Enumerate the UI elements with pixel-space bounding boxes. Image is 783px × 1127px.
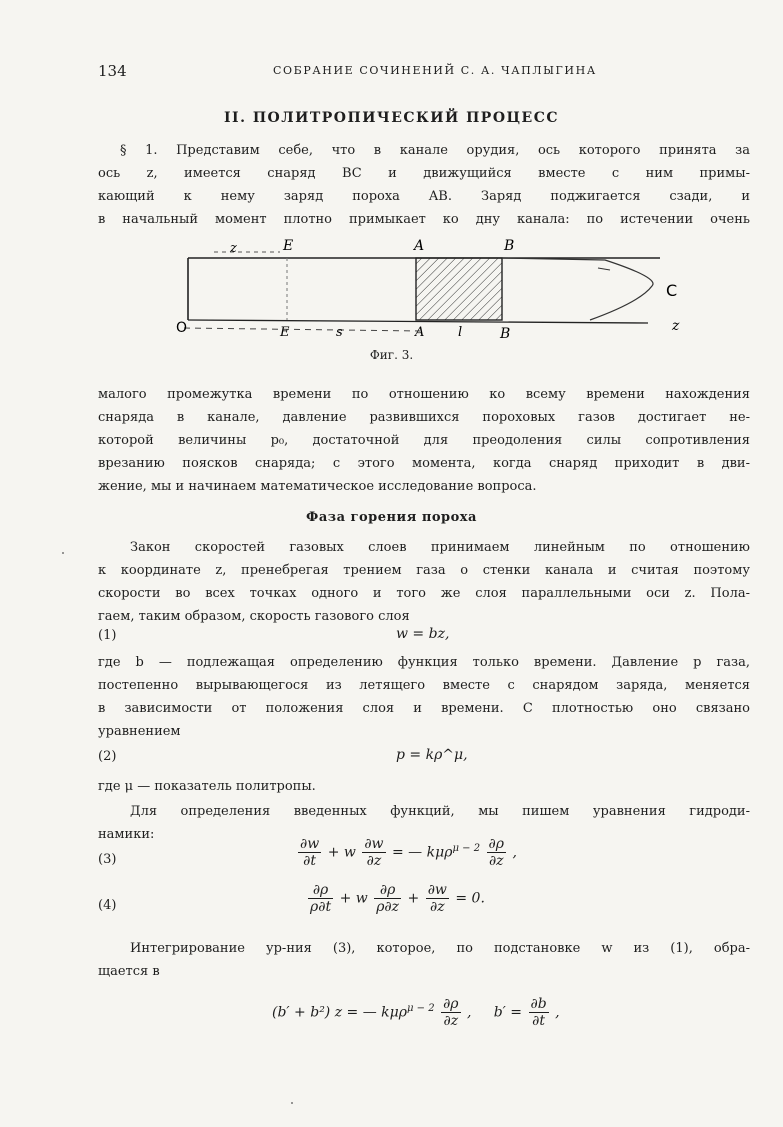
label-z-top: z [230,241,237,256]
text-line: постепенно вырывающегося из летящего вместе с снарядом заряда, меняется [98,678,750,693]
fraction: $\frac{\partial w}{\partial z}$ [364,836,384,869]
text-line: малого промежутка времени по отношению ко всему времени нахождения [98,387,750,402]
text-line: в зависимости от положения слоя и времени. С плотностью оно связано [98,701,750,716]
fraction: $\frac{\partial\rho}{\partial z}$ [488,836,504,869]
subheading: Фаза горения пороха [306,510,477,525]
fraction: $\frac{\partial\rho}{\rho\partial t}$ [310,882,332,915]
text-line: щается в [98,964,160,979]
running-title: СОБРАНИЕ СОЧИНЕНИЙ С. А. ЧАПЛЫГИНА [273,64,597,77]
text-line: Интегрирование ур-ния (3), которое, по подстановке w из (1), обра- [130,941,750,956]
text-line: § 1. Представим себе, что в канале орудия, ось которого принята за [120,143,750,158]
equation-number-3: (3) [98,852,117,867]
paragraph-polytrope [98,775,750,798]
text-line: к координате z, пренебрегая трением газа о стенки канала и считая поэтому [98,563,750,578]
paragraph-pressure-density [98,651,750,743]
scan-speck [62,552,64,554]
text-line: жение, мы и начинаем математическое исследование вопроса. [98,479,537,494]
running-head [98,62,758,82]
text-line: Закон скоростей газовых слоев принимаем линейным по отношению [130,540,750,555]
label-E-top: E [283,238,294,254]
page-number: 134 [98,62,127,80]
text-line: где b — подлежащая определению функция только времени. Давление p газа, [98,655,750,670]
text-line: в начальный момент плотно примыкает ко дну канала: по истечении очень [98,212,750,227]
dashed-axis [184,328,420,331]
section-title: II. ПОЛИТРОПИЧЕСКИЙ ПРОЦЕСС [223,110,560,126]
label-B-bottom: B [500,326,511,342]
equation-1: w = bz, [396,626,450,642]
text-line: уравнением [98,724,181,739]
paragraph-velocity-law [98,536,750,628]
projectile-tip-mark [598,268,610,270]
text-line: где μ — показатель политропы. [98,779,316,794]
label-C: C [666,281,678,300]
label-E-bottom: E [280,325,290,340]
text-line: которой величины p₀, достаточной для преодоления силы сопротивления [98,433,750,448]
label-B-top: B [504,238,515,254]
equation-3: $\frac{\partial w}{\partial t}$ + w $\frac{\partial w}{\partial z}$ = — kμρ$^{\mu - 2}$ $\frac{\partial\rho}{\partial z}$ , [300,836,517,869]
text-line: намики: [98,827,155,842]
text-line: гаем, таким образом, скорость газового слоя [98,609,410,624]
equation-integration: (b′ + b²) z = — kμρ$^{\mu - 2}$ $\frac{\partial\rho}{\partial z}$ , b′ = $\frac{\partial b}{\partial t}$ , [272,996,560,1029]
label-A-bottom: A [415,325,425,340]
equation-2: p = kρ^μ, [396,747,468,763]
fraction: $\frac{\partial w}{\partial t}$ [300,836,320,869]
text-line: Для определения введенных функций, мы пишем уравнения гидроди- [130,804,750,819]
text-line: кающий к нему заряд пороха AB. Заряд поджигается сзади, и [98,189,750,204]
text-line: снаряда в канале, давление развившихся пороховых газов достигает не- [98,410,750,425]
equation-number-2: (2) [98,749,117,764]
label-A-top: A [414,238,425,254]
fraction: $\frac{\partial w}{\partial z}$ [427,882,447,915]
text-line: ось z, имеется снаряд BC и движущийся вместе с ним примы- [98,166,750,181]
label-l: l [458,325,463,340]
label-O: O [176,320,188,336]
barrel-diagram [170,238,700,358]
paragraph-integration [98,937,750,983]
label-s: s [336,325,343,340]
equation-4: $\frac{\partial\rho}{\rho\partial t}$ + w $\frac{\partial\rho}{\rho\partial z}$ + $\frac{\partial w}{\partial z}$ = 0. [310,882,485,915]
powder-charge [416,258,502,320]
scan-speck [291,1102,293,1104]
equation-number-4: (4) [98,898,117,913]
paragraph-pressure [98,383,750,498]
equation-number-1: (1) [98,628,117,643]
figure-3 [170,238,700,358]
paragraph-intro [98,139,750,231]
fraction: $\frac{\partial\rho}{\rho\partial z}$ [376,882,400,915]
figure-caption: Фиг. 3. [369,348,414,362]
fraction: $\frac{\partial\rho}{\partial z}$ [443,996,459,1029]
projectile-nose [502,258,653,320]
fraction: $\frac{\partial b}{\partial t}$ [530,996,547,1029]
text-line: скорости во всех точках одного и того же слоя параллельными оси z. Пола- [98,586,750,601]
label-z-axis: z [672,318,680,334]
text-line: врезанию поясков снаряда; с этого момента, когда снаряд приходит в дви- [98,456,750,471]
